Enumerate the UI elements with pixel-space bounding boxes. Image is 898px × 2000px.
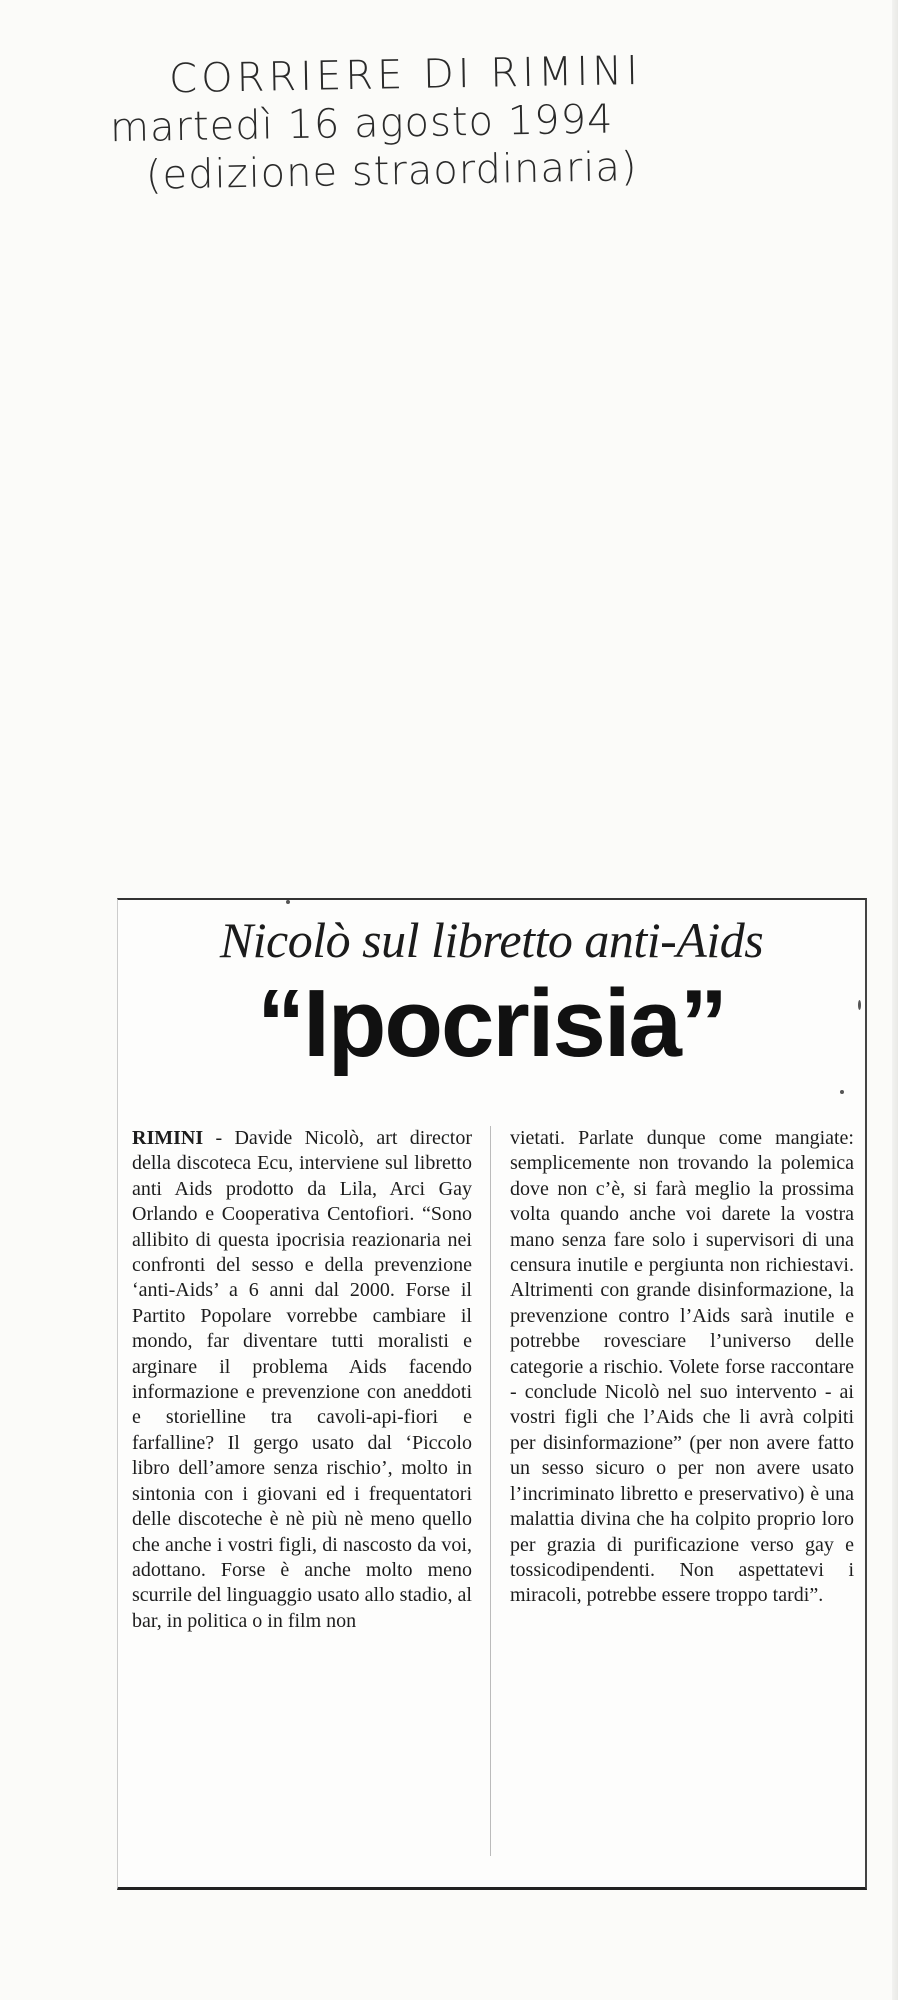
column-divider <box>490 1126 491 1856</box>
article-column-right <box>510 1126 854 1609</box>
scan-edge <box>892 0 898 2000</box>
article-right-text: vietati. Parlate dunque come mangiate: semplicemente non trovando la polemica dove non c’è, si farà meglio la prossima volta quando anche voi darete la vostra mano senza fare solo i supervisori di una censura inutile e pergiunta non richiestavi. Altrimenti con grande disinformazione, la prevenzione contro l’Aids sarà inutile e potrebbe rovesciare l’universo delle categorie a rischio. Volete forse raccontare - conclude Nicolò nel suo intervento - ai vostri figli che l’Aids che li avrà colpiti per disinformazione” (per non avere fatto un sesso sicuro o per non avere usato l’incriminato libretto e preservativo) è una malattia divina che ha colpito proprio loro per grazia di purificazione verso gay e tossicodipendenti. Non aspettatevi i miracoli, potrebbe essere troppo tardi”. <box>510 1127 854 1607</box>
handwritten-note <box>109 44 831 201</box>
article-headline: “Ipocrisia” <box>257 970 726 1077</box>
article-left-text: - Davide Nicolò, art director della discoteca Ecu, interviene sul libretto anti Aids prodotto da Lila, Arci Gay Orlando e Cooperativa Centofiori. “Sono allibito di questa ipocrisia reazionaria nei confronti del sesso e della prevenzione ‘anti-Aids’ a 6 anni dal 2000. Forse il Partito Popolare vorrebbe cambiare il mondo, far diventare tutti moralisti e arginare il problema Aids facendo informazione e prevenzione con aneddoti e storielline tra cavoli-api-fiori e farfalline? Il gergo usato dal ‘Piccolo libro dell’amore senza rischio’, molto in sintonia con i giovani ed i frequentatori delle discoteche è nè più nè meno quello che anche i vostri figli, di nascosto da voi, adottano. Forse è anche molto meno scurrile del linguaggio usato allo stadio, al bar, in politica o in film non <box>132 1127 472 1632</box>
article-kicker: Nicolò sul libretto anti-Aids <box>219 912 764 968</box>
handwritten-edition: (edizione straordinaria) <box>145 144 638 199</box>
newspaper-clipping <box>117 898 867 1890</box>
handwritten-date: martedì 16 agosto 1994 <box>109 96 614 152</box>
scan-speck <box>286 900 290 904</box>
article-column-left <box>132 1126 472 1634</box>
handwritten-newspaper-name: CORRIERE DI RIMINI <box>168 47 643 103</box>
scan-speck <box>858 1000 861 1010</box>
scan-speck <box>840 1090 844 1094</box>
article-dateline: RIMINI <box>132 1127 204 1149</box>
